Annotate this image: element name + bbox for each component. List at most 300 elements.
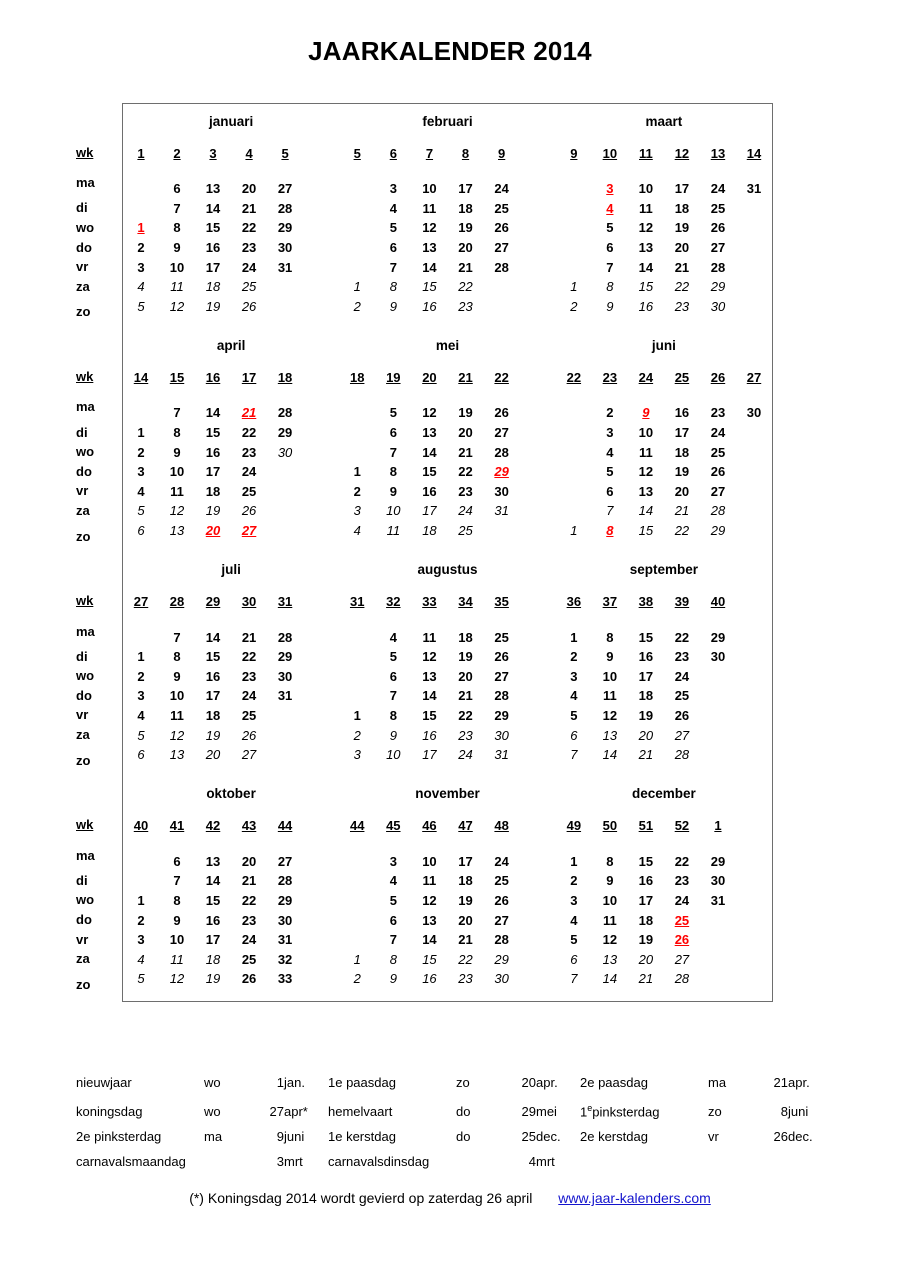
- week-number-row: [123, 138, 339, 168]
- day-cell: 13: [602, 951, 618, 967]
- week-number-row: [339, 362, 556, 392]
- day-cell: 14: [205, 873, 221, 889]
- day-cell: 22: [458, 951, 473, 967]
- day-cell-holiday: 3: [606, 181, 614, 197]
- day-cell-empty: [339, 423, 375, 443]
- week-number: 18: [349, 369, 365, 385]
- day-cell: 22: [674, 629, 690, 645]
- day-cell-empty: [556, 218, 592, 238]
- day-cell: 10: [638, 425, 654, 441]
- day-cell: 14: [602, 971, 618, 987]
- day-cell: 13: [638, 483, 654, 499]
- day-cell: 16: [205, 444, 221, 460]
- day-label-do: do: [76, 239, 92, 255]
- day-row-di: [339, 647, 556, 667]
- day-cell: 9: [389, 298, 397, 314]
- week-number-empty: [520, 586, 556, 616]
- day-cell-holiday: 25: [674, 912, 690, 928]
- day-row-ma: [339, 840, 556, 871]
- day-cell: 16: [422, 483, 437, 499]
- day-cell-empty: [303, 442, 339, 462]
- week-number-empty: [520, 138, 556, 168]
- day-cell-empty: [303, 277, 339, 297]
- day-row-zo: [556, 969, 772, 1001]
- legend-holiday-name: 1e paasdag: [328, 1075, 396, 1090]
- day-cell: 7: [389, 688, 397, 704]
- week-number: 34: [458, 593, 473, 609]
- day-row-za: [339, 277, 556, 297]
- day-cell: 24: [494, 181, 509, 197]
- day-row-ma: [339, 392, 556, 423]
- day-cell: 2: [353, 727, 361, 743]
- legend-empty: [754, 1149, 788, 1174]
- week-number: 8: [461, 145, 470, 161]
- day-label-wo: wo: [76, 892, 95, 908]
- day-cell: 4: [606, 444, 614, 460]
- day-row-wo: [339, 218, 556, 238]
- day-cell: 16: [422, 727, 437, 743]
- day-cell: 1: [570, 523, 578, 539]
- day-cell: 14: [638, 503, 654, 519]
- week-number-row: [556, 138, 772, 168]
- day-cell-empty: [484, 297, 520, 329]
- day-cell: 1: [570, 279, 578, 295]
- day-cell-empty: [700, 969, 736, 1001]
- week-number-empty: [303, 138, 339, 168]
- week-number: 6: [389, 145, 397, 161]
- day-cell-empty: [520, 297, 556, 329]
- week-number: 18: [277, 369, 293, 385]
- day-cell: 26: [494, 649, 509, 665]
- day-cell: 26: [241, 727, 257, 743]
- week-number: 42: [205, 817, 221, 833]
- legend-holiday-name: 1epinksterdag: [580, 1103, 660, 1120]
- day-cell: 18: [205, 279, 221, 295]
- day-cell: 9: [173, 912, 181, 928]
- day-cell-empty: [303, 840, 339, 871]
- legend-empty: [788, 1149, 832, 1174]
- day-cell: 15: [205, 220, 221, 236]
- day-cell: 2: [353, 298, 361, 314]
- day-row-do: [556, 462, 772, 482]
- day-cell: 26: [241, 971, 257, 987]
- day-cell-empty: [700, 667, 736, 687]
- month-name: juli: [221, 561, 241, 577]
- day-row-za: [123, 501, 339, 521]
- month-block-november: [339, 776, 556, 1001]
- day-row-za: [339, 725, 556, 745]
- day-cell: 8: [606, 629, 614, 645]
- day-row-di: [556, 647, 772, 667]
- day-cell: 7: [570, 747, 578, 763]
- day-cell: 21: [674, 259, 690, 275]
- day-cell: 14: [205, 629, 221, 645]
- day-cell: 29: [494, 707, 509, 723]
- day-cell-empty: [303, 891, 339, 911]
- day-cell-empty: [303, 199, 339, 219]
- day-cell-holiday: 1: [137, 220, 145, 236]
- day-cell: 16: [638, 298, 654, 314]
- week-number: 17: [241, 369, 257, 385]
- day-cell: 30: [710, 649, 726, 665]
- day-cell-empty: [736, 949, 772, 969]
- day-cell-empty: [556, 501, 592, 521]
- day-cell: 8: [606, 853, 614, 869]
- day-cell: 25: [710, 200, 726, 216]
- day-cell: 13: [205, 853, 221, 869]
- legend-date: 21: [773, 1075, 788, 1090]
- day-cell: 23: [458, 483, 473, 499]
- day-cell: 15: [638, 853, 654, 869]
- legend-weekday: ma: [708, 1075, 727, 1090]
- day-cell: 25: [241, 707, 257, 723]
- day-cell-empty: [267, 521, 303, 553]
- day-cell: 18: [458, 873, 473, 889]
- day-cell: 25: [458, 523, 473, 539]
- day-cell: 26: [494, 892, 509, 908]
- day-row-vr: [556, 930, 772, 950]
- day-cell: 8: [389, 951, 397, 967]
- day-label-za: za: [76, 502, 90, 518]
- day-cell: 2: [353, 483, 361, 499]
- day-cell: 25: [494, 873, 509, 889]
- day-cell-empty: [736, 930, 772, 950]
- day-cell: 8: [389, 464, 397, 480]
- day-cell: 21: [458, 932, 473, 948]
- day-cell-empty: [736, 257, 772, 277]
- day-cell-empty: [520, 482, 556, 502]
- day-cell: 27: [674, 951, 690, 967]
- day-cell: 4: [570, 912, 578, 928]
- day-cell: 22: [458, 279, 473, 295]
- day-cell: 24: [494, 853, 509, 869]
- week-number-row: [556, 362, 772, 392]
- day-cell: 18: [458, 200, 473, 216]
- week-number-row: [123, 362, 339, 392]
- week-number: 23: [602, 369, 618, 385]
- day-cell: 15: [638, 523, 654, 539]
- month-block-april: [123, 328, 340, 552]
- day-cell: 4: [389, 629, 397, 645]
- day-cell-empty: [520, 501, 556, 521]
- day-row-do: [556, 686, 772, 706]
- week-number: 1: [714, 817, 722, 833]
- day-cell-empty: [303, 949, 339, 969]
- day-row-vr: [123, 706, 339, 726]
- day-cell: 2: [570, 298, 578, 314]
- day-cell: 22: [241, 649, 257, 665]
- week-number-empty: [520, 810, 556, 840]
- legend-holiday-name: 2e kerstdag: [580, 1129, 648, 1144]
- page-title: JAARKALENDER 2014: [308, 36, 592, 66]
- day-cell: 16: [205, 240, 221, 256]
- legend-weekday: zo: [708, 1104, 722, 1119]
- day-cell: 23: [458, 298, 473, 314]
- quarter-row: [123, 104, 773, 329]
- day-cell: 2: [137, 912, 145, 928]
- day-cell: 6: [389, 240, 397, 256]
- day-cell: 1: [570, 629, 578, 645]
- day-cell: 24: [710, 181, 726, 197]
- legend-weekday: wo: [204, 1104, 221, 1119]
- day-cell: 2: [353, 971, 361, 987]
- day-cell: 23: [241, 668, 257, 684]
- day-cell: 5: [570, 707, 578, 723]
- day-cell: 23: [674, 873, 690, 889]
- day-label-ma: ma: [76, 623, 95, 639]
- day-cell-empty: [520, 199, 556, 219]
- week-number: 35: [494, 593, 509, 609]
- day-cell: 26: [494, 220, 509, 236]
- day-cell: 17: [458, 853, 473, 869]
- day-cell: 29: [277, 425, 293, 441]
- day-cell-empty: [520, 686, 556, 706]
- day-cell: 22: [241, 220, 257, 236]
- day-cell: 19: [458, 892, 473, 908]
- day-row-za: [556, 725, 772, 745]
- day-label-vr: vr: [76, 931, 89, 947]
- day-cell-empty: [520, 277, 556, 297]
- day-cell-empty: [556, 423, 592, 443]
- day-cell: 4: [137, 707, 145, 723]
- legend-date: 3: [276, 1154, 284, 1169]
- week-number: 5: [281, 145, 289, 161]
- day-label-di: di: [76, 200, 88, 216]
- day-label-za: za: [76, 727, 90, 743]
- week-number: 2: [173, 145, 181, 161]
- day-cell-empty: [556, 238, 592, 258]
- day-cell: 20: [638, 727, 654, 743]
- day-cell: 12: [638, 220, 654, 236]
- day-cell-empty: [267, 277, 303, 297]
- day-cell: 13: [422, 668, 437, 684]
- day-cell: 15: [422, 951, 437, 967]
- day-cell: 10: [602, 668, 618, 684]
- legend-month: mrt: [284, 1154, 303, 1169]
- day-cell-empty: [736, 969, 772, 1001]
- day-cell-empty: [339, 257, 375, 277]
- week-number: 29: [205, 593, 221, 609]
- legend-holiday-name: 2e paasdag: [580, 1075, 648, 1090]
- day-row-do: [556, 238, 772, 258]
- legend-date: 27: [269, 1104, 284, 1119]
- day-cell: 10: [169, 932, 185, 948]
- day-cell: 14: [422, 932, 437, 948]
- day-cell: 3: [137, 688, 145, 704]
- day-cell: 14: [422, 444, 437, 460]
- day-cell: 20: [458, 912, 473, 928]
- day-cell-empty: [339, 647, 375, 667]
- day-cell-empty: [303, 521, 339, 553]
- day-cell: 5: [389, 649, 397, 665]
- week-number: 27: [746, 369, 762, 385]
- day-cell-empty: [700, 930, 736, 950]
- day-cell: 12: [422, 220, 437, 236]
- day-cell: 5: [137, 727, 145, 743]
- day-row-za: [556, 501, 772, 521]
- day-cell: 24: [241, 932, 257, 948]
- day-cell: 27: [494, 425, 509, 441]
- day-row-ma: [123, 392, 339, 423]
- day-cell-empty: [556, 199, 592, 219]
- week-number-row: [339, 810, 556, 840]
- day-cell-empty: [736, 891, 772, 911]
- day-cell-empty: [303, 462, 339, 482]
- day-cell: 31: [277, 259, 293, 275]
- day-cell: 3: [137, 932, 145, 948]
- day-cell: 22: [458, 707, 473, 723]
- day-row-za: [339, 501, 556, 521]
- day-label-zo: zo: [76, 976, 91, 992]
- legend-month: jan.: [284, 1075, 305, 1090]
- week-number: 32: [386, 593, 401, 609]
- day-cell-empty: [123, 871, 159, 891]
- legend-weekday: do: [456, 1129, 471, 1144]
- day-cell: 28: [494, 932, 509, 948]
- day-cell: 31: [277, 688, 293, 704]
- day-cell-empty: [303, 725, 339, 745]
- day-row-ma: [556, 840, 772, 871]
- day-cell: 30: [710, 298, 726, 314]
- day-cell-holiday: 26: [674, 932, 690, 948]
- day-cell: 19: [638, 932, 654, 948]
- week-number: 36: [566, 593, 582, 609]
- day-cell: 4: [137, 279, 145, 295]
- day-cell: 28: [277, 873, 293, 889]
- day-cell-empty: [303, 257, 339, 277]
- day-cell-empty: [303, 168, 339, 199]
- day-cell: 21: [638, 971, 654, 987]
- day-cell: 18: [205, 951, 221, 967]
- day-row-wo: [123, 218, 339, 238]
- day-label-zo: zo: [76, 304, 91, 320]
- day-cell: 9: [606, 873, 614, 889]
- day-cell: 27: [674, 727, 690, 743]
- day-cell-empty: [123, 168, 159, 199]
- month-name: mei: [435, 337, 460, 353]
- day-cell: 6: [173, 853, 181, 869]
- month-block-oktober: [123, 776, 340, 1001]
- day-cell: 4: [389, 200, 397, 216]
- day-cell: 15: [205, 892, 221, 908]
- day-cell-empty: [123, 840, 159, 871]
- day-cell: 14: [638, 259, 654, 275]
- footer: [0, 1190, 900, 1206]
- day-cell-empty: [520, 930, 556, 950]
- day-cell: 28: [277, 629, 293, 645]
- day-cell: 5: [606, 464, 614, 480]
- day-cell: 7: [606, 259, 614, 275]
- day-cell: 11: [422, 200, 437, 216]
- day-cell: 22: [674, 853, 690, 869]
- day-cell: 3: [137, 464, 145, 480]
- day-cell: 8: [389, 707, 397, 723]
- day-cell: 24: [674, 668, 690, 684]
- day-cell: 7: [606, 503, 614, 519]
- month-block-september: [556, 552, 773, 776]
- day-cell: 8: [389, 279, 397, 295]
- day-label-wo: wo: [76, 444, 95, 460]
- day-cell-empty: [339, 891, 375, 911]
- day-row-wo: [123, 667, 339, 687]
- day-cell-empty: [303, 745, 339, 777]
- month-block-januari: [123, 104, 340, 329]
- day-cell: 4: [137, 951, 145, 967]
- day-cell-empty: [303, 392, 339, 423]
- day-cell-empty: [339, 442, 375, 462]
- day-cell-empty: [303, 423, 339, 443]
- day-cell: 3: [570, 668, 578, 684]
- day-cell: 11: [170, 951, 184, 967]
- day-label-wo: wo: [76, 219, 95, 235]
- day-cell: 31: [710, 892, 726, 908]
- day-row-do: [339, 238, 556, 258]
- day-cell: 2: [137, 668, 145, 684]
- day-cell-holiday: 8: [606, 523, 614, 539]
- day-cell-empty: [736, 910, 772, 930]
- day-cell: 3: [353, 747, 361, 763]
- day-cell: 1: [137, 649, 145, 665]
- week-number: 40: [133, 817, 149, 833]
- day-cell: 8: [173, 220, 181, 236]
- week-number: 31: [277, 593, 293, 609]
- day-cell-empty: [520, 969, 556, 1001]
- day-cell: 14: [422, 259, 437, 275]
- day-row-vr: [556, 482, 772, 502]
- day-cell-empty: [736, 218, 772, 238]
- day-label-do: do: [76, 912, 92, 928]
- day-cell: 17: [638, 668, 654, 684]
- day-cell-empty: [123, 392, 159, 423]
- day-cell-empty: [520, 218, 556, 238]
- week-number-row: [339, 586, 556, 616]
- legend-weekday: [456, 1149, 502, 1174]
- week-number: 33: [422, 593, 437, 609]
- day-cell: 31: [277, 932, 293, 948]
- day-cell: 18: [674, 200, 690, 216]
- website-link[interactable]: www.jaar-kalenders.com: [558, 1190, 711, 1206]
- week-number: 30: [241, 593, 257, 609]
- day-cell: 15: [638, 629, 654, 645]
- day-cell: 30: [277, 444, 293, 460]
- day-cell-empty: [520, 616, 556, 647]
- day-cell: 27: [277, 853, 293, 869]
- wk-label: wk: [76, 817, 94, 833]
- day-cell-empty: [339, 392, 375, 423]
- day-cell: 5: [389, 220, 397, 236]
- day-row-di: [556, 423, 772, 443]
- day-cell: 6: [570, 951, 578, 967]
- day-row-do: [123, 686, 339, 706]
- day-cell: 30: [494, 727, 509, 743]
- day-cell: 17: [205, 932, 221, 948]
- week-number-row: [339, 138, 556, 168]
- day-cell: 18: [422, 523, 437, 539]
- day-cell-empty: [556, 462, 592, 482]
- day-cell: 20: [458, 668, 473, 684]
- day-cell: 32: [277, 951, 293, 967]
- day-cell-holiday: 9: [642, 405, 650, 421]
- week-number: 14: [746, 145, 762, 161]
- day-cell-empty: [556, 168, 592, 199]
- legend-row: [76, 1149, 832, 1174]
- day-cell: 27: [710, 240, 726, 256]
- day-row-di: [339, 199, 556, 219]
- day-cell: 26: [710, 464, 726, 480]
- day-label-vr: vr: [76, 483, 89, 499]
- day-cell-empty: [736, 706, 772, 726]
- day-cell-holiday: 27: [241, 523, 257, 539]
